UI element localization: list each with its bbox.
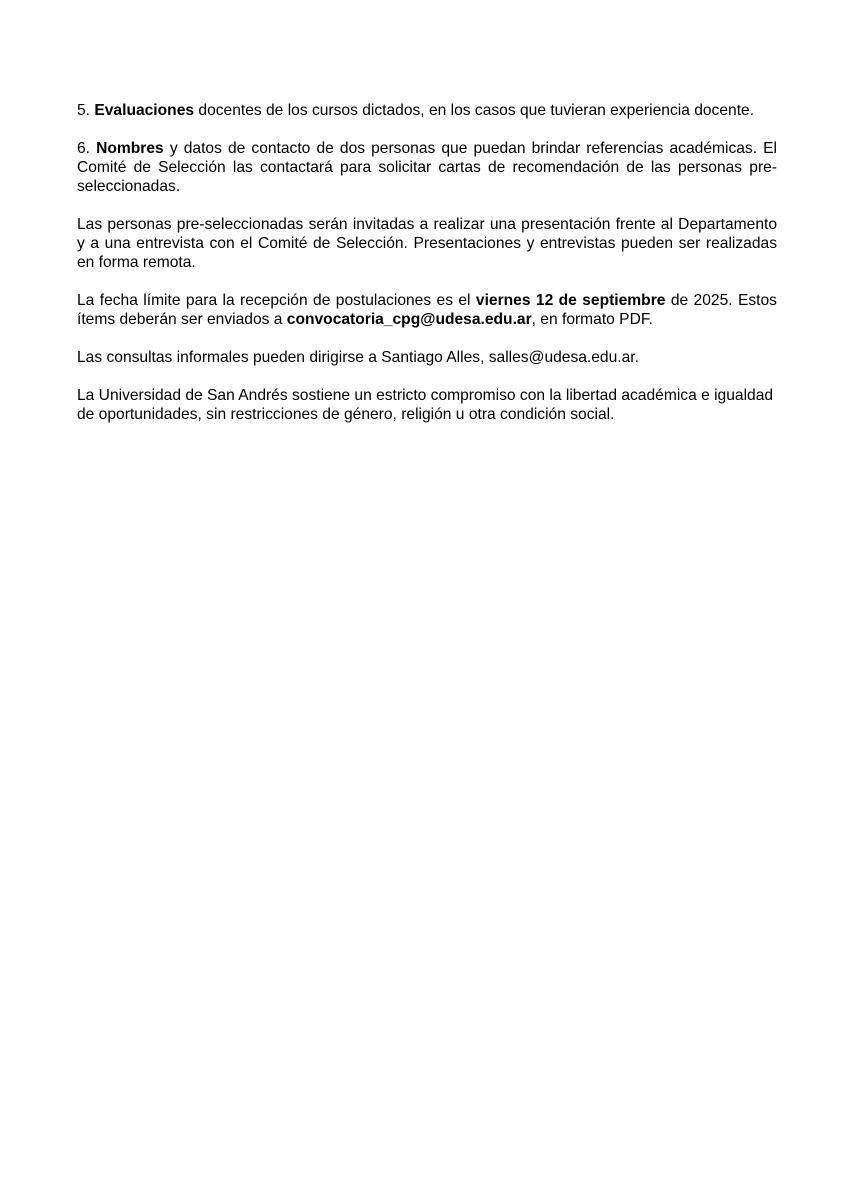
deadline-text-3: , en formato PDF. [531, 311, 653, 328]
deadline-date: viernes 12 de septiembre [475, 292, 666, 309]
item-5-number: 5. [77, 102, 91, 119]
submission-email: convocatoria_cpg@udesa.edu.ar [286, 311, 532, 328]
item-6-number: 6. [77, 140, 91, 157]
item-6-text: y datos de contacto de dos personas que puedan brindar referencias académicas. El Comité de Selección las contactará para solicitar cartas de recomendación de las personas pre-seleccionadas. [77, 140, 778, 195]
item-5-keyword: Evaluaciones [94, 102, 195, 119]
inquiries-paragraph: Las consultas informales pueden dirigirse a Santiago Alles, salles@udesa.edu.ar. [77, 349, 639, 366]
presentations-paragraph: Las personas pre-seleccionadas serán invitadas a realizar una presentación frente al Departamento y a una entrevista con el Comité de Selección. Presentaciones y entrevistas pueden ser realizadas en forma remota. [77, 216, 777, 271]
deadline-text-1: La fecha límite para la recepción de postulaciones es el [77, 292, 471, 309]
deadline-text-2: de 2025. Estos ítems deberán ser enviados a [77, 292, 777, 328]
item-6-nombres [77, 139, 777, 196]
commitment-paragraph: La Universidad de San Andrés sostiene un estricto compromiso con la libertad académica e igualdad de oportunidades, sin restricciones de género, religión u otra condición social. [77, 387, 774, 423]
deadline-paragraph [77, 291, 777, 329]
item-6-keyword: Nombres [96, 140, 164, 157]
item-5-evaluaciones [77, 101, 777, 120]
item-5-text: docentes de los cursos dictados, en los casos que tuvieran experiencia docente. [198, 102, 755, 119]
document-body [77, 101, 777, 443]
